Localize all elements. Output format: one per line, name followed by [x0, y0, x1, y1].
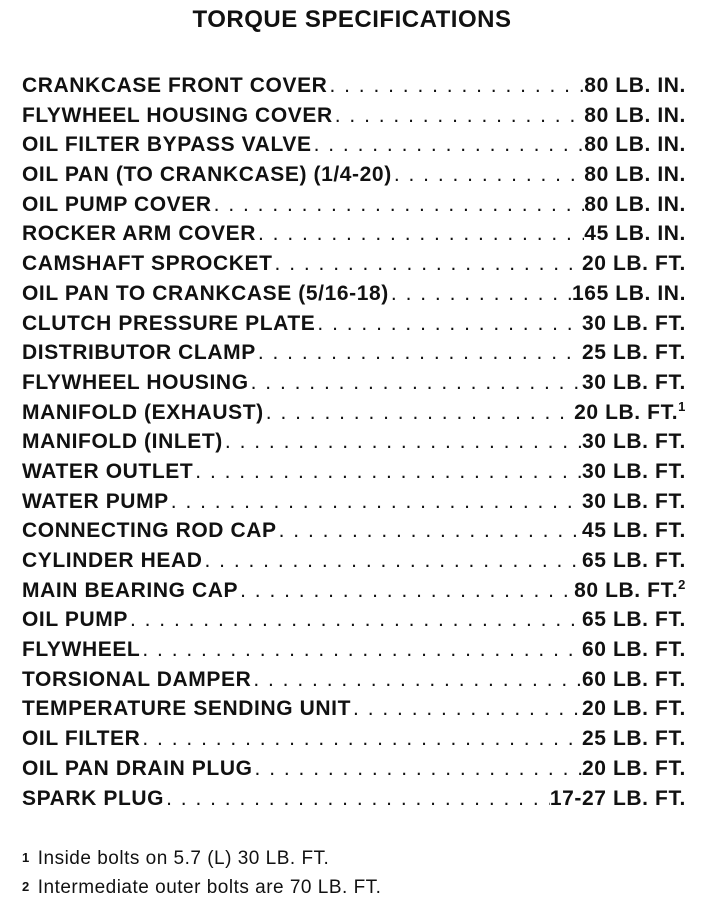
- dot-leader: [315, 312, 582, 336]
- spec-row: [22, 163, 686, 193]
- spec-value-text: 65 LB. FT.: [581, 608, 686, 632]
- spec-value-text: 20 LB. FT.: [581, 252, 686, 276]
- dot-leader: [333, 104, 585, 128]
- spec-row: [22, 727, 686, 757]
- dot-leader: [389, 282, 572, 306]
- dot-leader: [140, 727, 582, 751]
- spec-row: [22, 490, 686, 520]
- spec-name: CYLINDER HEAD: [22, 549, 203, 572]
- spec-value: [584, 104, 686, 128]
- spec-value: [582, 252, 686, 276]
- dot-leader: [140, 638, 582, 662]
- footnote-reference: 2: [678, 576, 686, 592]
- spec-value-text: 20 LB. FT.: [581, 756, 686, 780]
- spec-name: OIL FILTER: [22, 727, 141, 751]
- spec-name: MANIFOLD (INLET): [22, 430, 223, 454]
- footnotes: [22, 848, 682, 906]
- spec-row: [22, 74, 686, 104]
- spec-row: [22, 668, 686, 698]
- spec-name: WATER OUTLET: [22, 459, 194, 483]
- spec-row: [22, 193, 686, 223]
- spec-value: [582, 460, 686, 484]
- spec-row: [22, 697, 686, 727]
- spec-row: [22, 460, 686, 490]
- spec-name: FLYWHEEL HOUSING COVER: [22, 103, 333, 127]
- spec-value-text: 80 LB. IN.: [584, 163, 686, 187]
- spec-row: [22, 133, 686, 163]
- spec-value-text: 25 LB. FT.: [581, 727, 686, 751]
- spec-value-text: 30 LB. FT.: [581, 430, 686, 454]
- spec-name: FLYWHEEL HOUSING: [22, 370, 249, 394]
- spec-value: [584, 222, 686, 246]
- spec-row: [22, 519, 686, 549]
- spec-row: [22, 398, 686, 431]
- spec-value-text: 80 LB. FT.: [574, 578, 679, 602]
- spec-row: [22, 430, 686, 460]
- spec-row: [22, 608, 686, 638]
- spec-value: [582, 519, 686, 543]
- footnote: [22, 877, 682, 906]
- spec-value: [572, 282, 686, 306]
- dot-leader: [264, 401, 574, 425]
- footnote-text: Inside bolts on 5.7 (L) 30 LB. FT.: [37, 848, 330, 869]
- spec-value-text: 80 LB. IN.: [584, 133, 686, 157]
- spec-value: [550, 787, 686, 811]
- dot-leader: [251, 668, 582, 692]
- spec-value-text: 65 LB. FT.: [581, 549, 686, 572]
- spec-value-text: 30 LB. FT.: [581, 489, 686, 513]
- spec-value: [574, 576, 686, 603]
- torque-spec-list: [22, 74, 686, 816]
- dot-leader: [238, 579, 574, 603]
- footnote-mark: 1: [22, 850, 30, 865]
- spec-name: CLUTCH PRESSURE PLATE: [22, 311, 316, 335]
- footnote: [22, 848, 682, 877]
- dot-leader: [327, 74, 584, 98]
- dot-leader: [212, 193, 585, 217]
- spec-name: FLYWHEEL: [22, 638, 141, 662]
- footnote-reference: 1: [678, 398, 686, 414]
- spec-name: WATER PUMP: [22, 489, 169, 513]
- spec-name: MANIFOLD (EXHAUST): [22, 400, 264, 424]
- spec-value-text: 80 LB. IN.: [584, 103, 686, 127]
- spec-name: CAMSHAFT SPROCKET: [22, 252, 273, 276]
- spec-value: [584, 133, 686, 157]
- spec-name: OIL PAN TO CRANKCASE (5/16-18): [22, 281, 389, 305]
- dot-leader: [273, 252, 582, 276]
- spec-value: [582, 371, 686, 395]
- spec-value-text: 165 LB. IN.: [572, 281, 686, 305]
- spec-row: [22, 371, 686, 401]
- spec-name: MAIN BEARING CAP: [22, 578, 239, 602]
- spec-row: [22, 549, 686, 579]
- spec-value: [582, 490, 686, 514]
- dot-leader: [277, 519, 582, 543]
- dot-leader: [128, 608, 582, 632]
- spec-value-text: 30 LB. FT.: [581, 370, 686, 394]
- spec-value: [582, 757, 686, 781]
- spec-value: [582, 727, 686, 751]
- dot-leader: [169, 490, 582, 514]
- spec-row: [22, 282, 686, 312]
- spec-value: [584, 163, 686, 187]
- spec-name: OIL PAN (TO CRANKCASE) (1/4-20): [22, 163, 392, 187]
- dot-leader: [223, 430, 582, 454]
- spec-value: [582, 312, 686, 336]
- spec-name: ROCKER ARM COVER: [22, 222, 256, 246]
- spec-row: [22, 576, 686, 609]
- spec-name: CRANKCASE FRONT COVER: [22, 74, 328, 97]
- footnote-text: Intermediate outer bolts are 70 LB. FT.: [37, 877, 382, 898]
- spec-value-text: 17-27 LB. FT.: [549, 786, 686, 810]
- spec-value-text: 60 LB. FT.: [581, 638, 686, 662]
- dot-leader: [256, 341, 582, 365]
- spec-row: [22, 638, 686, 668]
- spec-value-text: 45 LB. IN.: [584, 222, 686, 246]
- spec-row: [22, 787, 686, 817]
- spec-value: [582, 608, 686, 632]
- spec-value-text: 60 LB. FT.: [581, 667, 686, 691]
- spec-name: OIL FILTER BYPASS VALVE: [22, 133, 312, 157]
- spec-value: [584, 74, 686, 98]
- spec-value-text: 45 LB. FT.: [581, 519, 686, 543]
- dot-leader: [202, 549, 581, 573]
- spec-value: [582, 430, 686, 454]
- spec-value: [582, 668, 686, 692]
- spec-value-text: 25 LB. FT.: [581, 341, 686, 365]
- spec-row: [22, 312, 686, 342]
- dot-leader: [351, 697, 582, 721]
- spec-value-text: 20 LB. FT.: [574, 400, 679, 424]
- spec-name: OIL PUMP: [22, 608, 128, 632]
- spec-value-text: 20 LB. FT.: [581, 697, 686, 721]
- page-title: TORQUE SPECIFICATIONS: [192, 6, 512, 33]
- dot-leader: [253, 757, 582, 781]
- dot-leader: [249, 371, 582, 395]
- spec-value-text: 80 LB. IN.: [584, 74, 686, 97]
- spec-name: OIL PUMP COVER: [22, 192, 212, 216]
- spec-value: [582, 638, 686, 662]
- spec-name: TORSIONAL DAMPER: [22, 667, 252, 691]
- spec-row: [22, 104, 686, 134]
- spec-name: SPARK PLUG: [22, 786, 165, 810]
- spec-value-text: 30 LB. FT.: [581, 311, 686, 335]
- dot-leader: [164, 787, 550, 811]
- spec-value: [582, 697, 686, 721]
- spec-name: CONNECTING ROD CAP: [22, 519, 277, 543]
- dot-leader: [312, 133, 585, 157]
- dot-leader: [392, 163, 584, 187]
- spec-name: OIL PAN DRAIN PLUG: [22, 756, 253, 780]
- spec-value-text: 30 LB. FT.: [581, 459, 686, 483]
- spec-name: DISTRIBUTOR CLAMP: [22, 341, 256, 365]
- spec-value: [582, 549, 686, 573]
- spec-row: [22, 222, 686, 252]
- spec-value: [582, 341, 686, 365]
- spec-value: [584, 193, 686, 217]
- spec-row: [22, 252, 686, 282]
- spec-row: [22, 341, 686, 371]
- spec-name: TEMPERATURE SENDING UNIT: [22, 697, 352, 721]
- spec-row: [22, 757, 686, 787]
- footnote-mark: 2: [22, 879, 30, 894]
- spec-value-text: 80 LB. IN.: [584, 192, 686, 216]
- spec-value: [574, 398, 686, 425]
- dot-leader: [193, 460, 582, 484]
- dot-leader: [256, 222, 584, 246]
